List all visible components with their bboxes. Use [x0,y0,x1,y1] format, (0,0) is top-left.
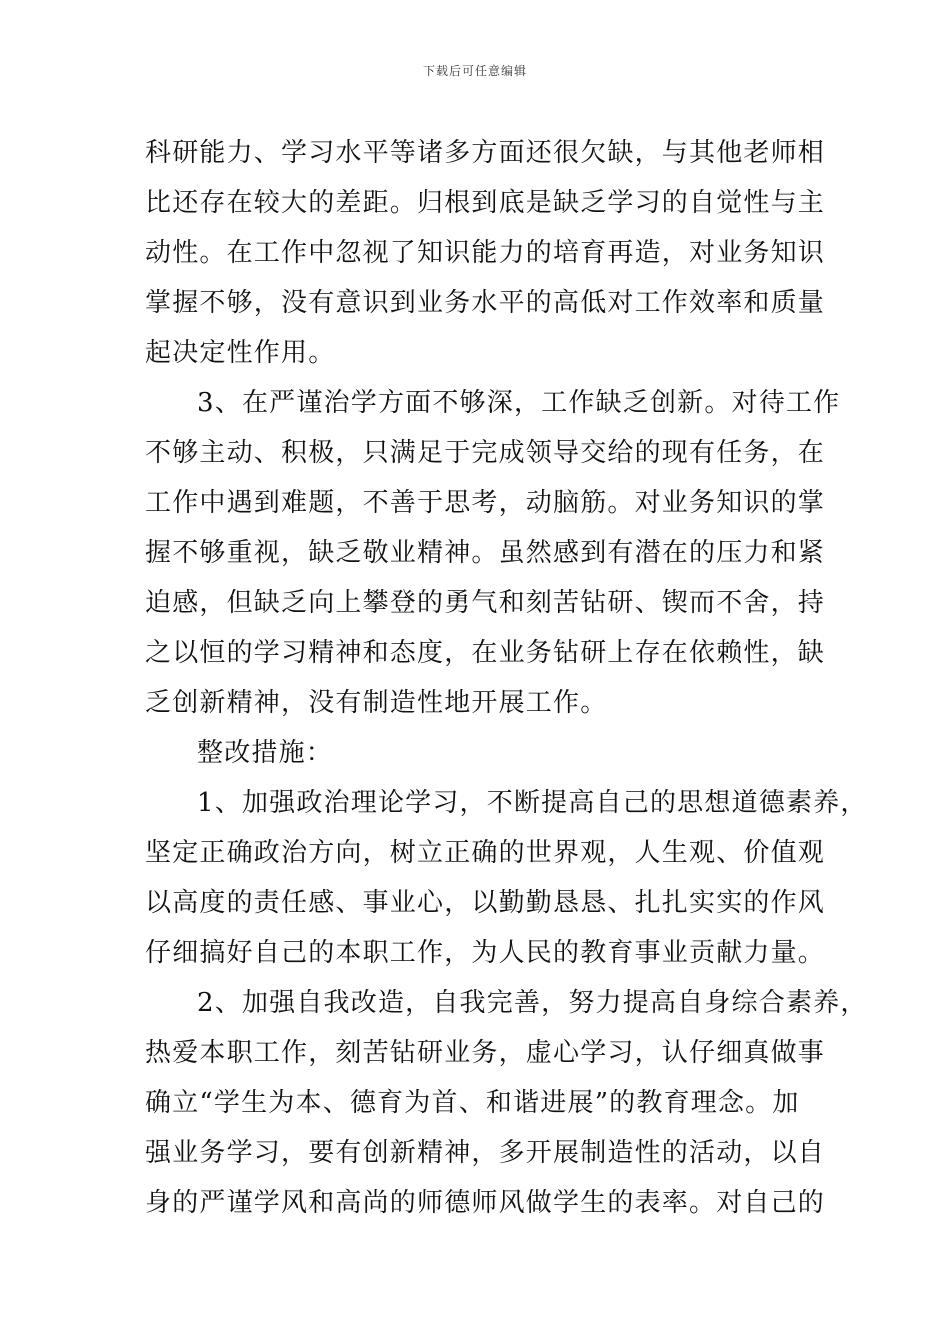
text-line: 身的严谨学风和高尚的师德师风做学生的表率。对自己的 [145,1188,826,1218]
text-line: 迫感，但缺乏向上攀登的勇气和刻苦钻研、锲而不舍，持 [145,588,826,618]
text-line: 仔细搞好自己的本职工作，为人民的教育事业贡献力量。 [145,938,826,968]
text-line: 强业务学习，要有创新精神，多开展制造性的活动，以自 [145,1138,826,1168]
text-line: 确立“学生为本、德育为首、和谐进展”的教育理念。加 [145,1088,800,1118]
text-line: 之以恒的学习精神和态度，在业务钻研上存在依赖性，缺 [145,638,826,668]
page-header: 下载后可任意编辑 [422,64,527,78]
text-line: 工作中遇到难题，不善于思考，动脑筋。对业务知识的掌 [145,488,826,518]
text-line: 不够主动、积极，只满足于完成领导交给的现有任务，在 [145,438,826,468]
text-line: 比还存在较大的差距。归根到底是缺乏学习的自觉性与主 [145,188,826,218]
text-line: 以高度的责任感、事业心，以勤勤恳恳、扎扎实实的作风 [145,888,826,918]
text-line: 握不够重视，缺乏敬业精神。虽然感到有潜在的压力和紧 [145,538,826,568]
text-line: 整改措施： [197,738,334,768]
text-line: 乏创新精神，没有制造性地开展工作。 [145,688,608,718]
text-line: 起决定性作用。 [145,338,336,368]
text-line: 2、加强自我改造，自我完善，努力提高自身综合素养， [197,988,868,1018]
text-line: 动性。在工作中忽视了知识能力的培育再造，对业务知识 [145,238,826,268]
text-line: 坚定正确政治方向，树立正确的世界观，人生观、价值观 [145,838,826,868]
text-line: 3、在严谨治学方面不够深，工作缺乏创新。对待工作 [197,388,841,418]
text-line: 1、加强政治理论学习，不断提高自己的思想道德素养， [197,788,868,818]
text-line: 掌握不够，没有意识到业务水平的高低对工作效率和质量 [145,288,826,318]
document-body [145,128,868,1228]
text-line: 热爱本职工作，刻苦钻研业务，虚心学习，认仔细真做事 [145,1038,826,1068]
text-line: 科研能力、学习水平等诸多方面还很欠缺，与其他老师相 [145,138,826,168]
